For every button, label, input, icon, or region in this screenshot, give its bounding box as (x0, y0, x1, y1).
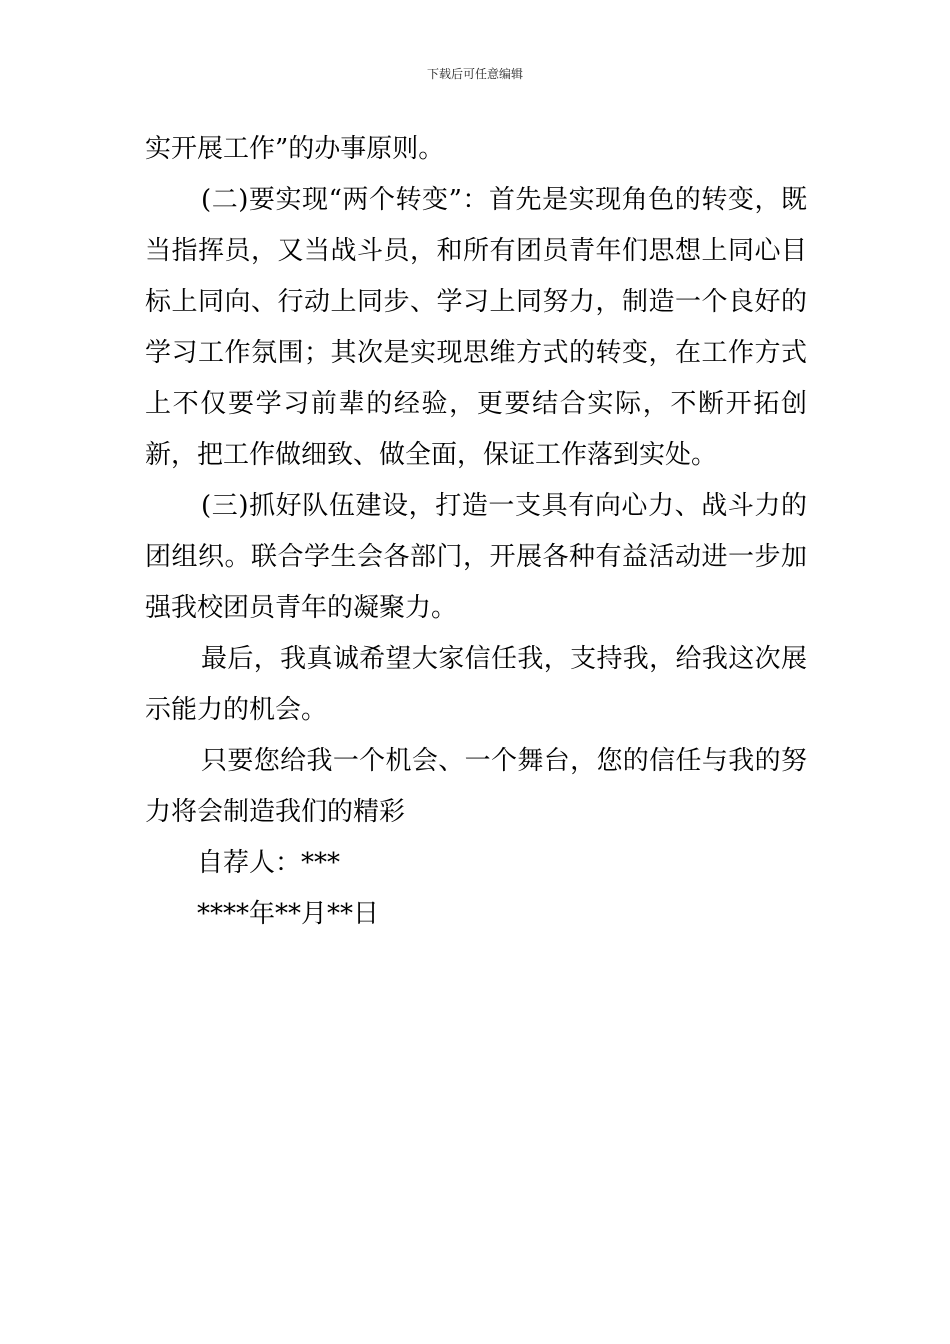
paragraph-team-building: (三)抓好队伍建设，打造一支具有向心力、战斗力的团组织。联合学生会各部门，开展各种有益活动进一步加强我校团员青年的凝聚力。 (145, 491, 807, 623)
paragraph-continuation: 实开展工作”的办事原则。 (145, 134, 445, 164)
signature-recommender: 自荐人：*** (197, 848, 341, 878)
page-header-note: 下载后可任意编辑 (426, 67, 523, 81)
paragraph-two-changes: (二)要实现“两个转变”：首先是实现角色的转变，既当指挥员，又当战斗员，和所有团员青年们思想上同心目标上同向、行动上同步、学习上同努力，制造一个良好的学习工作氛围；其次是实现思维方式的转变，在工作方式上不仅要学习前辈的经验，更要结合实际，不断开拓创新，把工作做细致、做全面，保证工作落到实处。 (145, 185, 807, 470)
signature-date: ****年**月**日 (197, 899, 380, 929)
paragraph-closing-request: 最后，我真诚希望大家信任我，支持我，给我这次展示能力的机会。 (145, 644, 807, 725)
document-body (145, 124, 807, 940)
paragraph-final-wish: 只要您给我一个机会、一个舞台，您的信任与我的努力将会制造我们的精彩 (145, 746, 807, 827)
